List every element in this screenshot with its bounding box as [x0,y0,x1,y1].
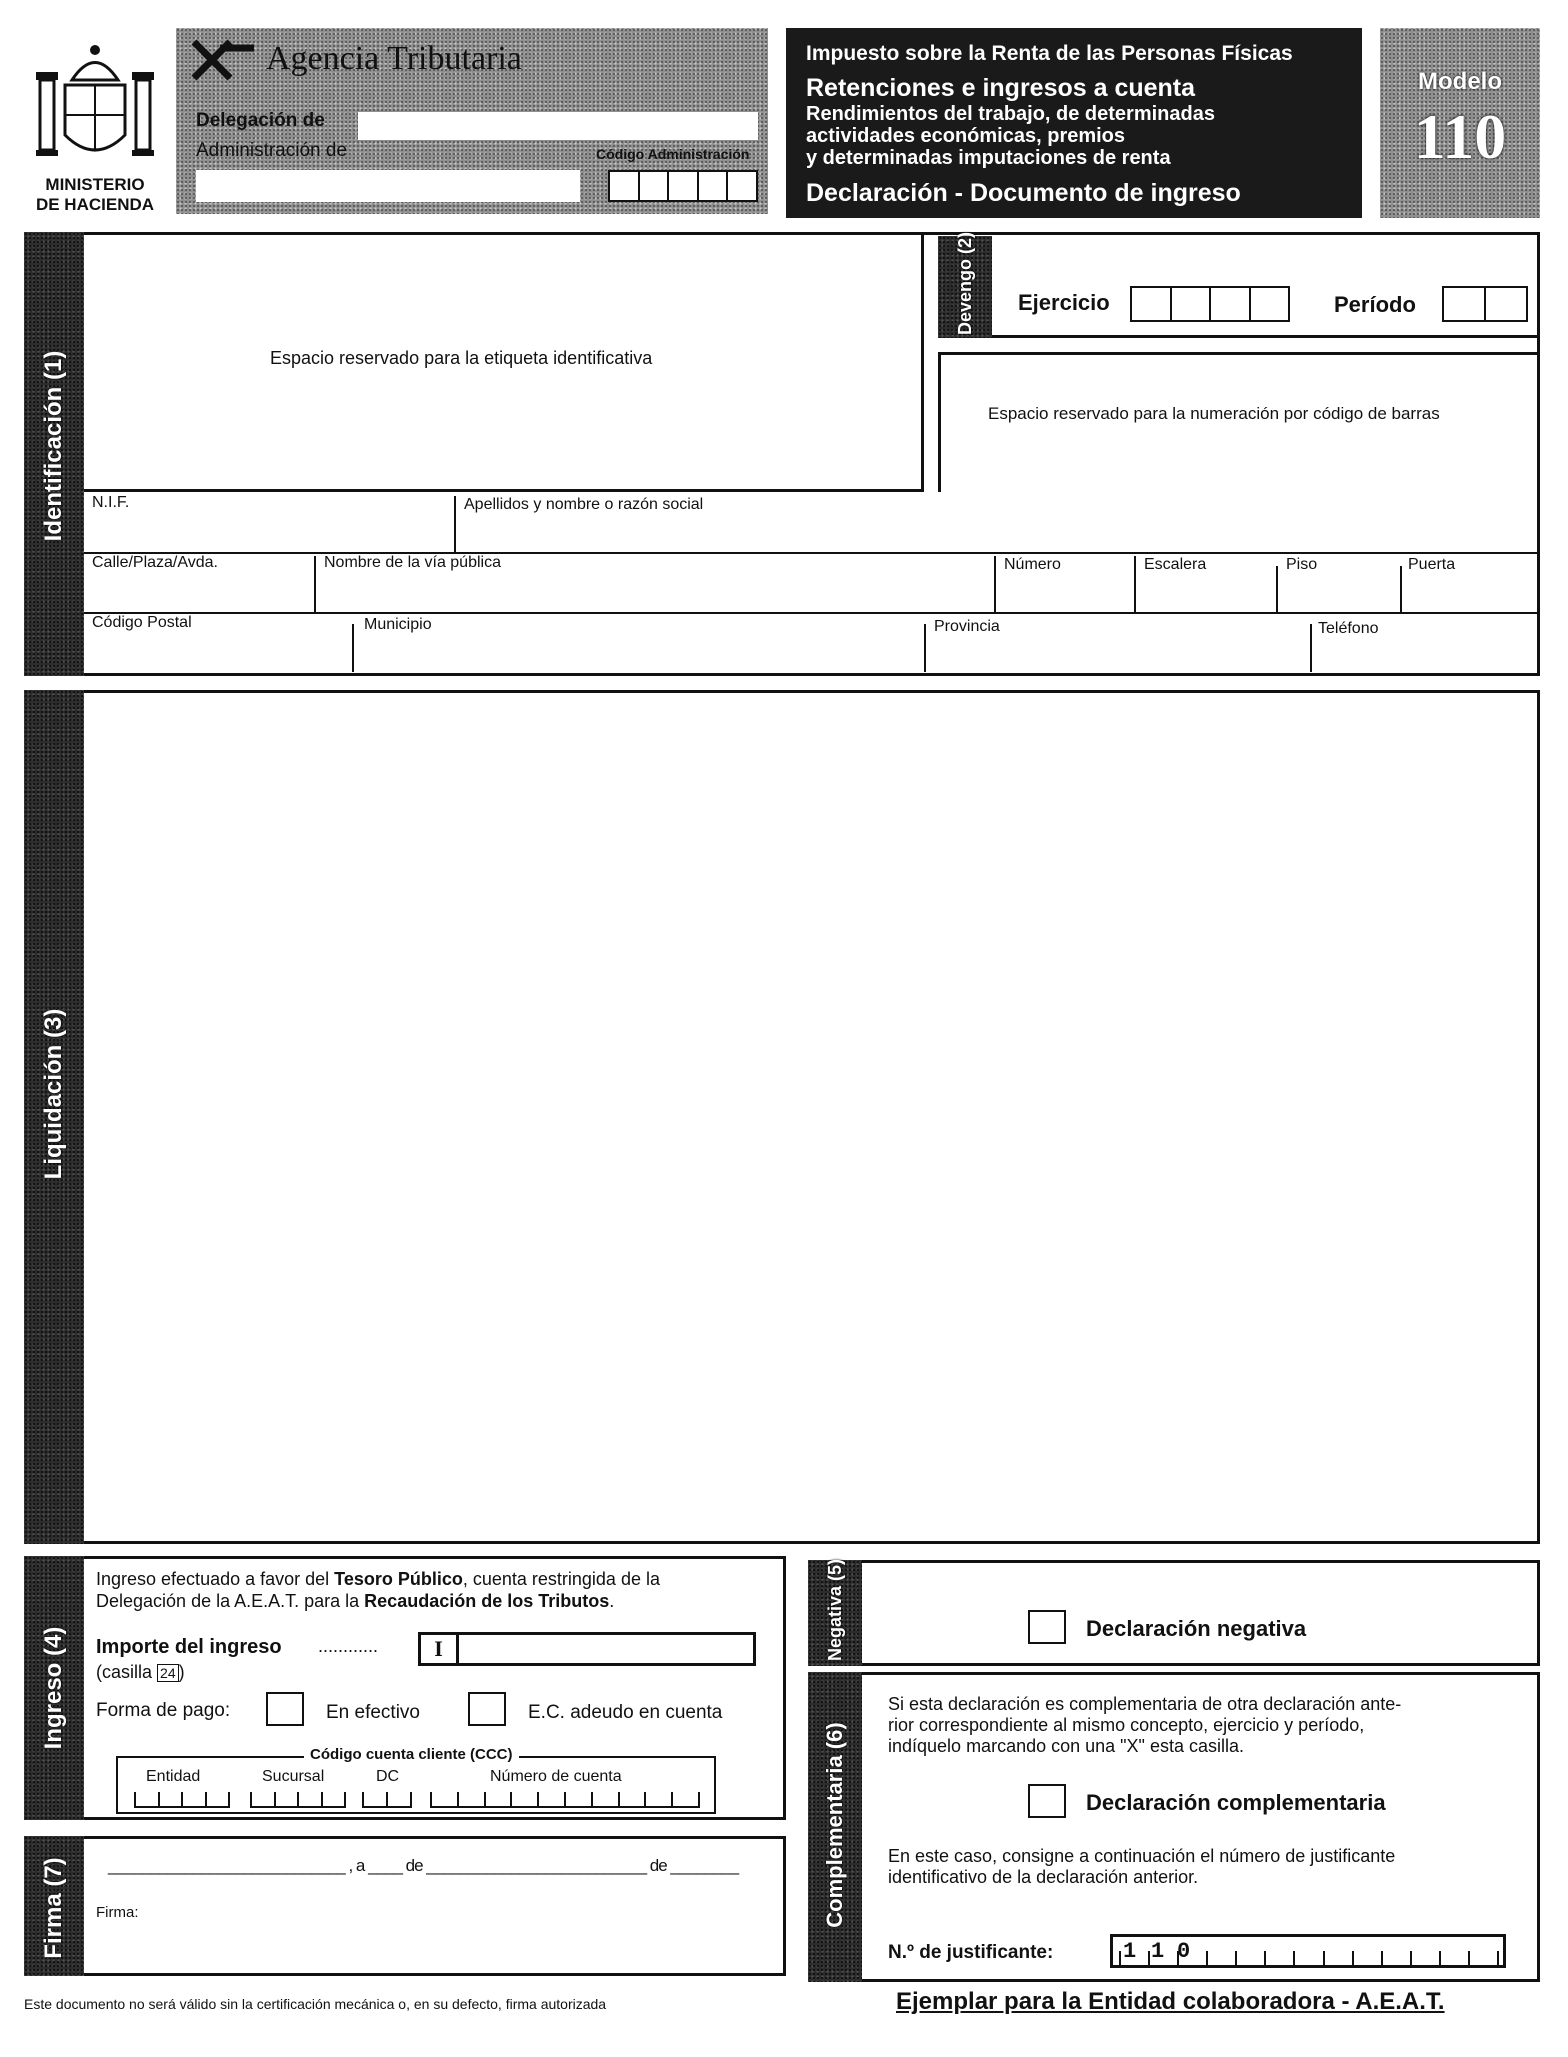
ejercicio-cells[interactable] [1130,286,1290,322]
ingreso-text-4: . [609,1591,615,1611]
negativa-sidebar [808,1560,862,1666]
telefono-divider [1310,624,1312,672]
justificante-cells [1119,1949,1499,1965]
negativa-section-label: Negativa (5) [825,1558,845,1661]
etiqueta-space-label: Espacio reservado para la etiqueta identificativa [270,348,653,368]
nif-label: N.I.F. [92,494,130,511]
nif-field[interactable] [86,510,454,552]
agency-header-box [176,28,768,214]
justificante-field[interactable] [1110,1934,1506,1968]
ejercicio-label: Ejercicio [1018,290,1110,315]
firma-date-line: ____________________________ , a ____ de __________________________ de ________ [108,1856,739,1875]
adeudo-label: E.C. adeudo en cuenta [528,1702,723,1723]
piso-label: Piso [1286,556,1318,573]
nombre-field[interactable] [458,514,1536,552]
cp-label: Código Postal [92,614,192,631]
title-box [786,28,1362,218]
title-line3: Rendimientos del trabajo, de determinadas [806,103,1215,125]
casilla-ref [96,1662,185,1683]
justificante-label: N.º de justificante: [888,1942,1054,1963]
firma-sidebar [24,1836,84,1976]
firma-label: Firma: [96,1904,139,1921]
complementaria-text-1 [888,1694,1401,1757]
identificacion-sidebar [24,232,84,676]
sucursal-label: Sucursal [262,1768,325,1785]
administracion-field[interactable] [196,170,580,202]
ingreso-sidebar [24,1556,84,1820]
validity-note: Este documento no será válido sin la certificación mecánica o, en su defecto, firma autorizada [24,1996,607,2012]
efectivo-checkbox[interactable] [266,1692,304,1726]
delegacion-label: Delegación de [196,110,325,131]
ingreso-text-3: Delegación de la A.E.A.T. para la [96,1591,365,1611]
agency-logo-icon [190,38,258,82]
entidad-label: Entidad [146,1768,201,1785]
administracion-label: Administración de [196,140,348,161]
identificacion-section-label: Identificación (1) [40,350,67,542]
ministry-logo [20,40,170,214]
ccc-dc-cells[interactable] [362,1792,412,1808]
importe-label: Importe del ingreso [96,1636,282,1658]
nombre-label: Apellidos y nombre o razón social [464,496,704,513]
dc-label: DC [376,1768,400,1785]
ministry-name-line1: MINISTERIO [45,175,145,194]
recaudacion: Recaudación de los Tributos [364,1591,610,1611]
ingreso-text [96,1568,776,1612]
piso-divider [1276,566,1278,612]
codigo-admin-cells[interactable] [608,170,758,202]
liquidacion-sidebar [24,690,84,1544]
firma-section-label: Firma (7) [40,1857,67,1959]
importe-dots: ............ [318,1636,379,1656]
casilla-suffix: ) [178,1662,185,1682]
title-line1: Impuesto sobre la Renta de las Personas Físicas [806,42,1293,65]
modelo-box [1380,28,1540,218]
copy-label: Ejemplar para la Entidad colaboradora - A.E.A.T. [896,1988,1445,2015]
delegacion-field[interactable] [358,112,758,140]
ccc-label: Código cuenta cliente (CCC) [304,1746,519,1763]
casilla-prefix: (casilla [96,1662,153,1682]
liquidacion-frame [84,690,1540,1544]
numero-cuenta-label: Número de cuenta [490,1768,622,1785]
telefono-label: Teléfono [1318,620,1379,637]
complementaria-section-label: Complementaria (6) [822,1722,847,1928]
via-field[interactable] [318,572,992,610]
municipio-label: Municipio [364,616,432,633]
devengo-sidebar [938,231,992,338]
agency-name: Agencia Tributaria [266,40,522,77]
numero-label: Número [1004,556,1061,573]
title-line2: Retenciones e ingresos a cuenta [806,74,1196,102]
ingreso-text-2: , cuenta restringida de la [462,1569,660,1589]
escalera-label: Escalera [1144,556,1207,573]
title-line5: y determinadas imputaciones de renta [806,147,1171,169]
complementaria-line1: Si esta declaración es complementaria de otra declaración ante- [888,1694,1402,1714]
firma-field[interactable] [140,1900,760,1964]
ccc-sucursal-cells[interactable] [250,1792,346,1808]
complementaria-line3: indíquelo marcando con una "X" esta casilla. [888,1736,1244,1756]
provincia-divider [924,624,926,672]
nif-divider [454,496,456,552]
via-label: Nombre de la vía pública [324,554,501,571]
importe-marker: I [421,1635,459,1663]
modelo-label: Modelo [1418,68,1502,95]
codigo-admin-label: Código Administración [596,146,750,162]
complementaria-line2: rior correspondiente al mismo concepto, ejercicio y período, [888,1715,1365,1735]
adeudo-checkbox[interactable] [468,1692,506,1726]
ccc-cuenta-cells[interactable] [430,1792,700,1808]
liquidacion-section-label: Liquidación (3) [40,1008,67,1180]
efectivo-label: En efectivo [326,1702,420,1723]
casilla-number: 24 [157,1664,179,1682]
declaracion-negativa-label: Declaración negativa [1086,1616,1307,1641]
declaracion-complementaria-label: Declaración complementaria [1086,1790,1386,1815]
ingreso-section-label: Ingreso (4) [40,1626,67,1750]
modelo-number: 110 [1413,101,1507,172]
justificante-digit-3: 0 [1177,1939,1191,1964]
complementaria-text-2 [888,1846,1395,1888]
devengo-section-label: Devengo (2) [955,231,975,335]
escalera-divider [1134,556,1136,612]
ingreso-text-1: Ingreso efectuado a favor del [96,1569,335,1589]
ministry-name-line2: DE HACIENDA [35,195,155,214]
periodo-label: Período [1334,292,1416,317]
tesoro-publico: Tesoro Público [334,1569,463,1589]
calle-label: Calle/Plaza/Avda. [92,554,218,571]
numero-divider [994,556,996,612]
calle-divider [314,556,316,612]
puerta-divider [1400,566,1402,612]
negativa-checkbox[interactable] [1028,1610,1066,1644]
justificante-digit-2: 1 [1151,1939,1165,1964]
row-divider-1 [84,552,1540,554]
ccc-entidad-cells[interactable] [134,1792,230,1808]
complementaria-line4: En este caso, consigne a continuación el número de justificante [888,1846,1396,1866]
complementaria-checkbox[interactable] [1028,1784,1066,1818]
row-divider-2 [84,612,1540,614]
negativa-frame [862,1560,1540,1666]
title-line4: actividades económicas, premios [806,125,1126,147]
forma-pago-label: Forma de pago: [96,1700,231,1721]
periodo-cells[interactable] [1442,286,1528,322]
barcode-space-label: Espacio reservado para la numeración por código de barras [988,404,1440,423]
justificante-digit-1: 1 [1123,1939,1137,1964]
complementaria-sidebar [808,1672,862,1982]
puerta-label: Puerta [1408,556,1456,573]
title-line6: Declaración - Documento de ingreso [806,179,1241,207]
coat-of-arms-icon [20,40,170,170]
cp-divider [352,624,354,672]
complementaria-line5: identificativo de la declaración anterior. [888,1867,1199,1887]
provincia-label: Provincia [934,618,1000,635]
importe-field[interactable] [418,1632,756,1666]
